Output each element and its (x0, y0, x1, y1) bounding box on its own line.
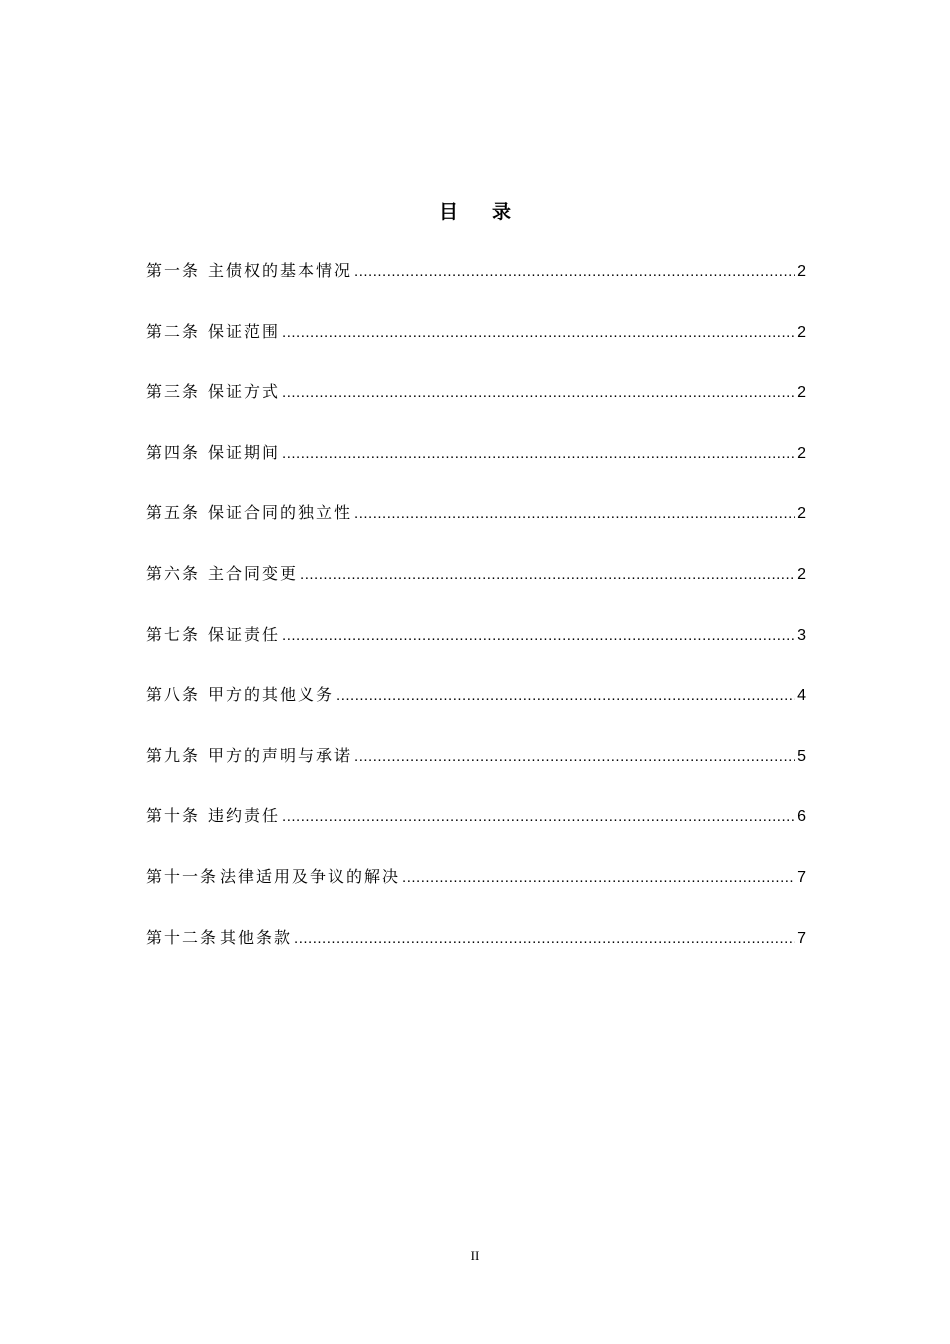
toc-dot-leader (300, 560, 795, 590)
toc-entry-page: 5 (797, 747, 806, 765)
toc-entry-number: 第六条 (146, 563, 201, 583)
toc-dot-leader (282, 318, 795, 348)
toc-entry-number: 第五条 (146, 503, 201, 523)
toc-entry-heading: 主债权的基本情况 (208, 261, 353, 280)
toc-dot-leader (354, 257, 795, 287)
toc-entry-heading: 保证期间 (208, 442, 281, 462)
toc-entry-page: 2 (797, 505, 806, 523)
toc-entry-number: 第十一条 (146, 866, 219, 886)
toc-dot-leader (354, 742, 795, 772)
toc-entry-12[interactable] (146, 923, 806, 984)
toc-entry-heading: 保证范围 (208, 321, 281, 341)
toc-entry-number: 第九条 (146, 745, 201, 765)
toc-entry-10[interactable] (146, 801, 806, 862)
toc-entry-heading: 保证方式 (208, 382, 281, 402)
toc-entry-9[interactable] (146, 741, 806, 802)
toc-dot-leader (402, 863, 795, 893)
toc-entry-number: 第十条 (146, 806, 201, 826)
toc-entry-page: 4 (797, 687, 806, 705)
toc-entry-page: 2 (797, 384, 806, 402)
toc-entry-heading: 保证责任 (208, 624, 281, 644)
table-of-contents (146, 256, 806, 983)
toc-dot-leader (282, 802, 795, 832)
toc-entry-page: 2 (797, 565, 806, 583)
toc-entry-7[interactable] (146, 620, 806, 681)
toc-entry-4[interactable] (146, 438, 806, 499)
toc-entry-5[interactable] (146, 498, 806, 559)
page-number-footer: II (470, 1248, 480, 1263)
toc-entry-page: 3 (797, 626, 806, 644)
toc-entry-heading: 其他条款 (220, 927, 293, 947)
toc-dot-leader (282, 439, 795, 469)
toc-entry-1[interactable] (146, 256, 806, 317)
toc-entry-11[interactable] (146, 862, 806, 923)
toc-entry-page: 2 (797, 323, 806, 341)
toc-entry-6[interactable] (146, 559, 806, 620)
toc-entry-page: 7 (797, 868, 806, 886)
toc-entry-heading: 甲方的声明与承诺 (208, 745, 353, 765)
toc-dot-leader (282, 621, 795, 651)
toc-entry-number: 第八条 (146, 685, 201, 705)
page-title: 目录 (438, 201, 545, 223)
toc-entry-heading: 保证合同的独立性 (208, 503, 353, 523)
toc-entry-8[interactable] (146, 680, 806, 741)
toc-entry-2[interactable] (146, 317, 806, 378)
toc-dot-leader (282, 378, 795, 408)
toc-entry-heading: 法律适用及争议的解决 (220, 866, 401, 886)
toc-entry-number: 第一条 (146, 261, 201, 280)
toc-entry-number: 第二条 (146, 321, 201, 341)
toc-dot-leader (336, 681, 795, 711)
toc-entry-number: 第三条 (146, 382, 201, 402)
toc-entry-heading: 违约责任 (208, 806, 281, 826)
toc-entry-3[interactable] (146, 377, 806, 438)
toc-entry-page: 7 (797, 929, 806, 947)
toc-entry-page: 6 (797, 808, 806, 826)
toc-entry-number: 第十二条 (146, 927, 219, 947)
toc-entry-number: 第四条 (146, 442, 201, 462)
toc-entry-heading: 甲方的其他义务 (208, 685, 335, 705)
toc-entry-page: 2 (797, 444, 806, 462)
toc-entry-number: 第七条 (146, 624, 201, 644)
toc-dot-leader (354, 499, 795, 529)
toc-dot-leader (294, 924, 795, 954)
toc-entry-heading: 主合同变更 (208, 563, 299, 583)
toc-entry-page: 2 (797, 263, 806, 280)
